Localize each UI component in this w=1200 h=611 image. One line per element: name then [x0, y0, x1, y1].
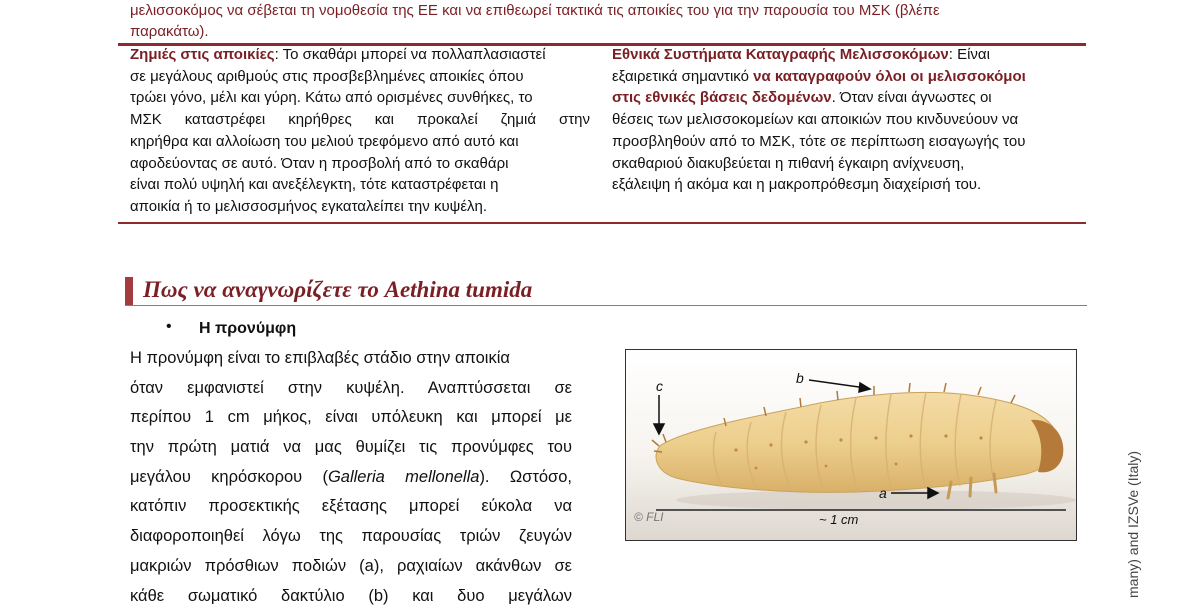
larva-line: μακριών πρόσθιων ποδιών (a), ραχιαίων ακάνθων σε	[130, 552, 572, 582]
species-name: Galleria mellonella	[328, 468, 479, 486]
larva-line: την πρώτη ματιά να μας θυμίζει τις προνύμφες του	[130, 433, 572, 463]
section-title: Πως να αναγνωρίζετε το Aethina tumida	[143, 277, 532, 303]
colony-damage-box	[130, 44, 590, 218]
colony-damage-line: κηρήθρα και αλλοίωση του μελιού τρεφόμενο από αυτό και	[130, 131, 590, 153]
colony-damage-line: τρώει γόνο, μέλι και γύρη. Κάτω από ορισμένες συνθήκες, το	[130, 87, 590, 109]
larva-line-species	[130, 463, 572, 493]
larva-line: διαφοροποιηθεί λόγω της παρουσίας τριών ζευγών	[130, 522, 572, 552]
section-title-bar	[125, 277, 133, 305]
larva-subheading: Η προνύμφη	[199, 320, 296, 338]
registration-line: σκαθαριού διακυβεύεται η πιθανή έγκαιρη ανίχνευση,	[612, 153, 1078, 175]
larva-photo	[625, 349, 1077, 541]
registration-line: : Είναι	[949, 46, 990, 63]
larva-line-part: ). Ωστόσο,	[479, 468, 572, 486]
colony-damage-line: αποικία ή το μελισσοσμήνος εγκαταλείπει την κυψέλη.	[130, 196, 590, 218]
registration-line: θέσεις των μελισσοκομείων και αποικιών που κινδυνεύουν να	[612, 109, 1078, 131]
registration-line: προσβληθούν από το ΜΣΚ, τότε σε περίπτωση εισαγωγής του	[612, 131, 1078, 153]
table-bottom-rule	[118, 222, 1086, 224]
registration-emphasis: στις εθνικές βάσεις δεδομένων	[612, 89, 832, 106]
colony-damage-line: : Το σκαθάρι μπορεί να πολλαπλασιαστεί	[275, 46, 546, 63]
intro-continuation	[130, 0, 1085, 42]
bullet-icon: •	[166, 318, 172, 336]
larva-line: όταν εμφανιστεί στην κυψέλη. Αναπτύσσεται σε	[130, 374, 572, 404]
registration-line: εξάλειψη ή ακόμα και η μακροπρόθεσμη διαχείρισή του.	[612, 174, 1078, 196]
registration-heading: Εθνικά Συστήματα Καταγραφής Μελισσοκόμων	[612, 46, 949, 63]
side-caption: many) and IZSVe (Italy)	[1125, 451, 1141, 598]
colony-damage-line: είναι πολύ υψηλή και ανεξέλεγκτη, τότε καταστρέφεται η	[130, 174, 590, 196]
larva-description	[130, 344, 572, 611]
registration-emphasis: να καταγραφούν όλοι οι μελισσοκόμοι	[753, 68, 1026, 85]
label-c: c	[656, 378, 663, 394]
registration-line: . Όταν είναι άγνωστες οι	[832, 89, 992, 106]
larva-line-part: μεγάλου κηρόσκορου (	[130, 468, 328, 486]
label-a: a	[879, 485, 887, 501]
colony-damage-line: αφοδεύοντας σε αυτό. Όταν η προσβολή από το σκαθάρι	[130, 153, 590, 175]
larva-line: περίπου 1 cm μήκος, είναι υπόλευκη και μπορεί με	[130, 403, 572, 433]
colony-damage-line: ΜΣΚ καταστρέφει κηρήθρες και προκαλεί ζημιά στην	[130, 109, 590, 131]
label-b: b	[796, 370, 804, 386]
intro-line-1: μελισσοκόμος να σέβεται τη νομοθεσία της ΕΕ και να επιθεωρεί τακτικά τις αποικίες του για την παρουσία του ΜΣΚ (βλέπε	[130, 0, 1085, 21]
larva-line: κατόπιν προσεκτικής εξέτασης μπορεί εύκολα να	[130, 492, 572, 522]
larva-line: Η προνύμφη είναι το επιβλαβές στάδιο στην αποικία	[130, 344, 572, 374]
registration-box	[612, 44, 1078, 196]
registration-line: εξαιρετικά σημαντικό	[612, 68, 753, 85]
scale-label: ~ 1 cm	[819, 512, 858, 527]
intro-line-2: παρακάτω).	[130, 21, 1085, 42]
colony-damage-heading: Ζημιές στις αποικίες	[130, 46, 275, 63]
section-title-rule	[125, 305, 1087, 306]
photo-credit: © FLI	[634, 510, 664, 524]
colony-damage-line: σε μεγάλους αριθμούς στις προσβεβλημένες αποικίες όπου	[130, 66, 590, 88]
larva-line: κάθε σωματικό δακτύλιο (b) και δυο μεγάλων	[130, 582, 572, 611]
